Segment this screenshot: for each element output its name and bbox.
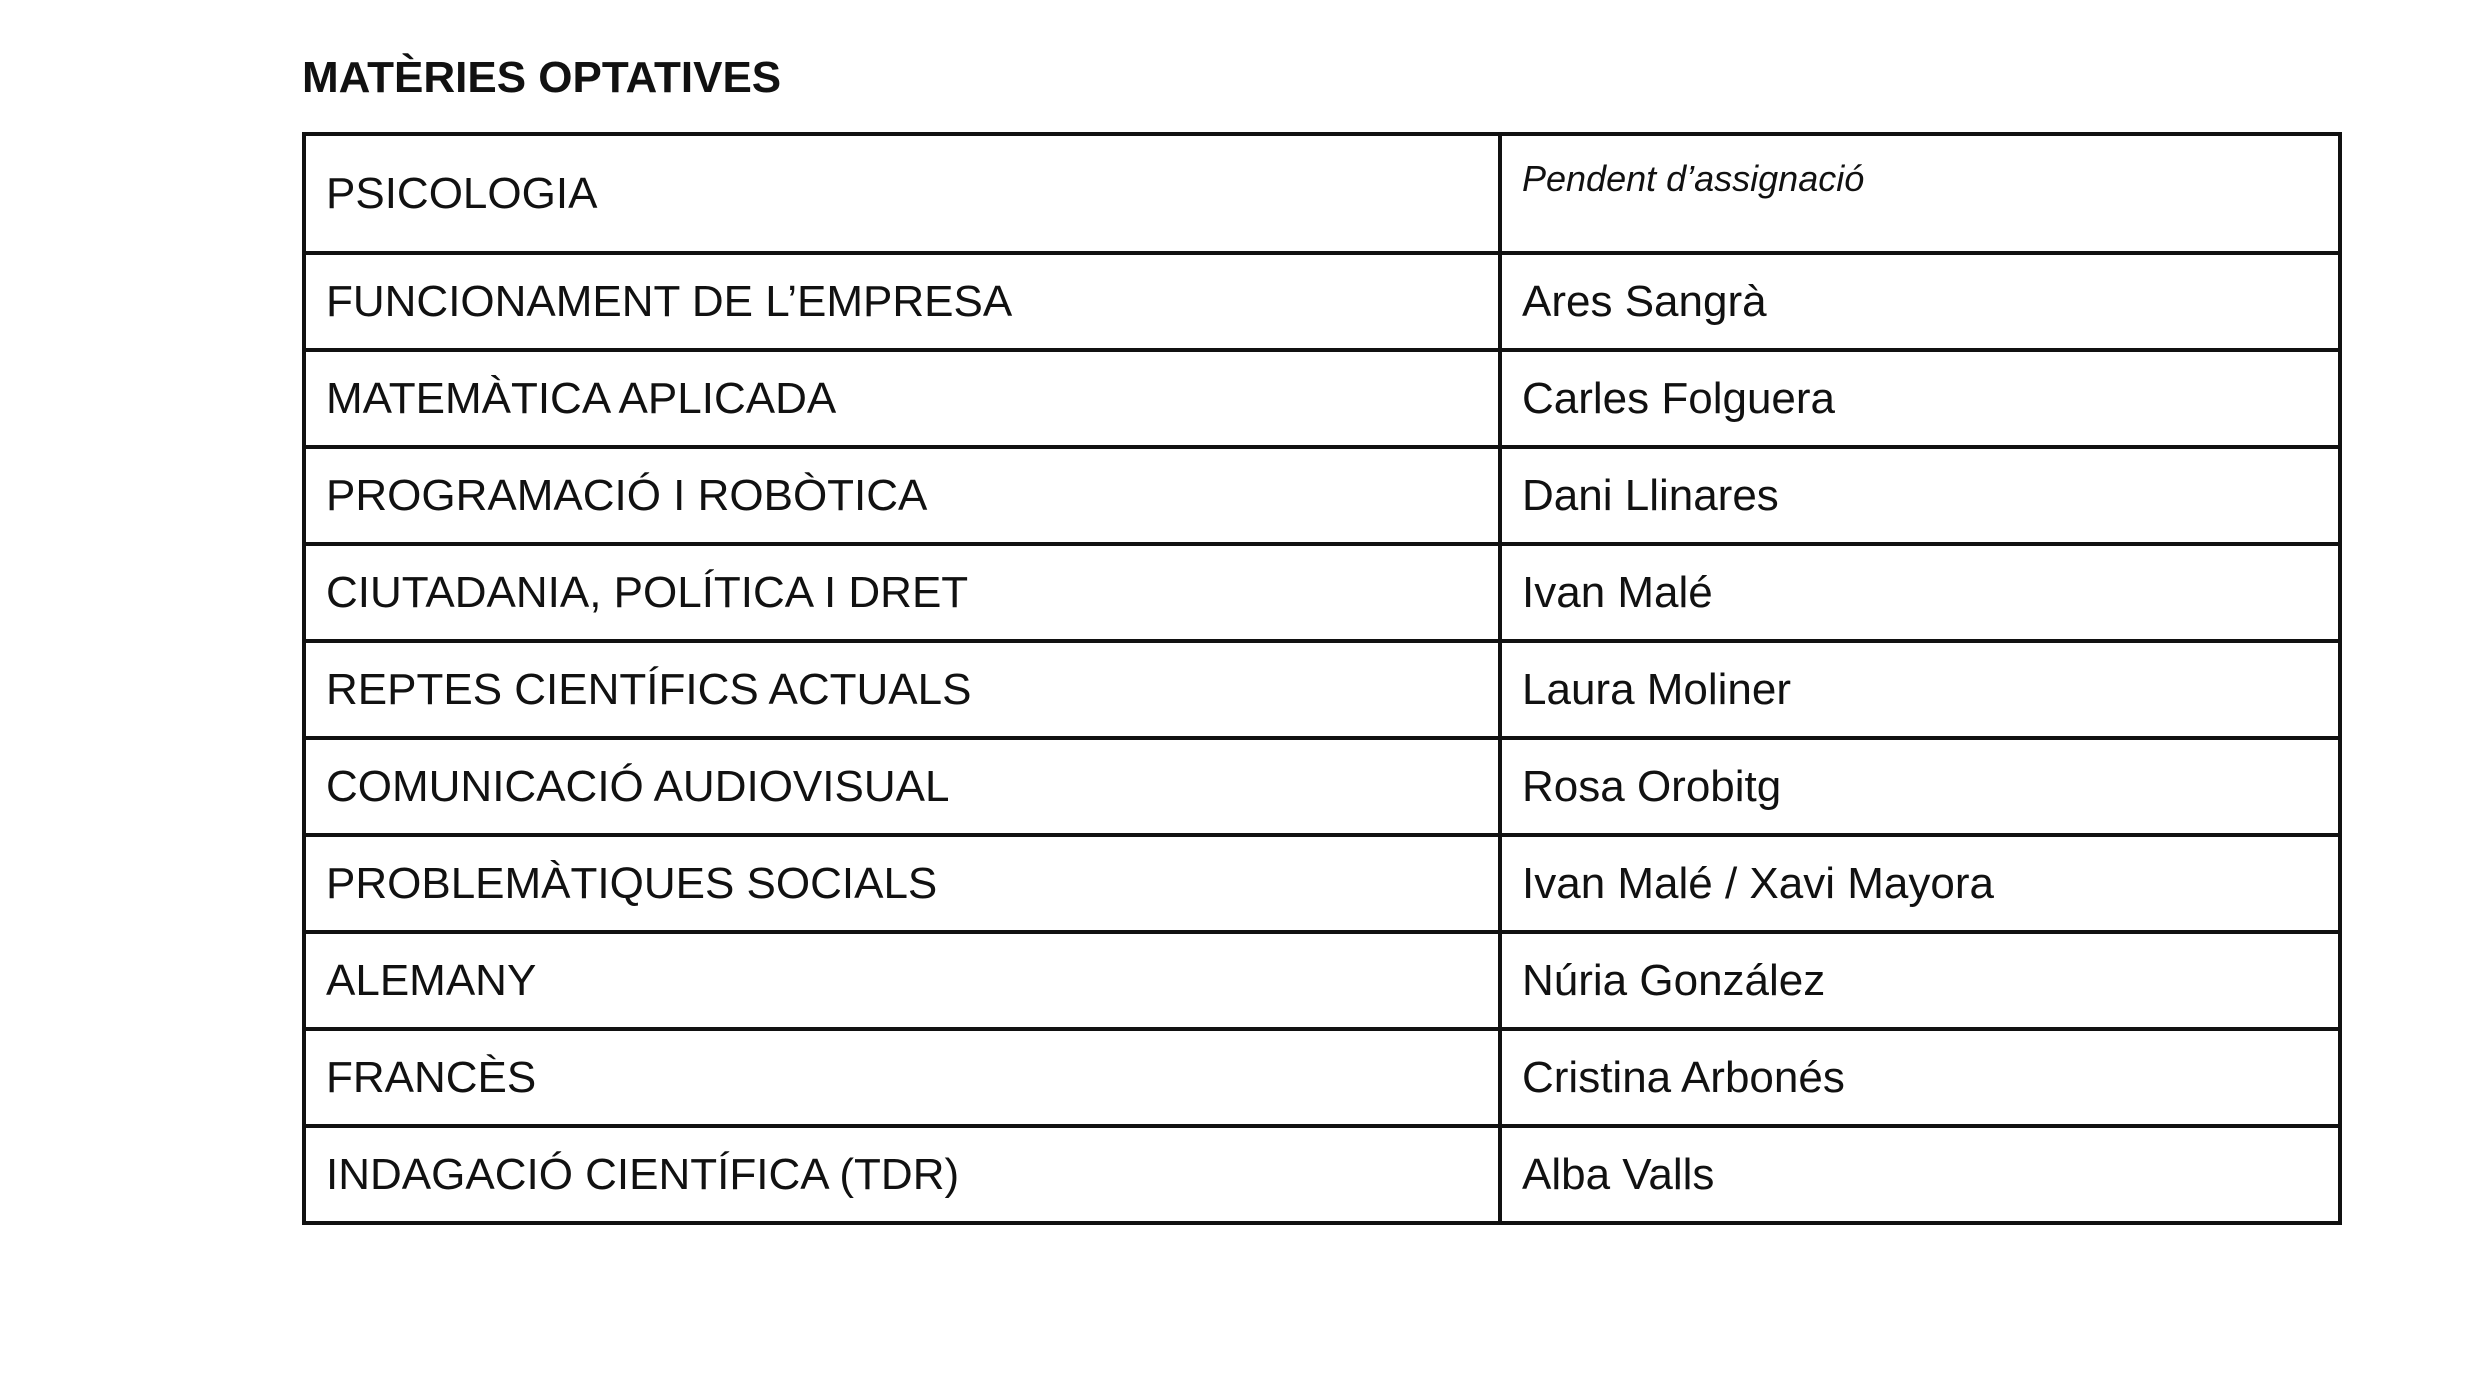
- teacher-cell: Ares Sangrà: [1500, 253, 2340, 350]
- teacher-cell: Alba Valls: [1500, 1126, 2340, 1223]
- subject-cell: FUNCIONAMENT DE L’EMPRESA: [304, 253, 1500, 350]
- table-row: [304, 932, 2340, 1029]
- table-row: [304, 447, 2340, 544]
- teacher-cell: Núria González: [1500, 932, 2340, 1029]
- table-row: [304, 738, 2340, 835]
- subject-cell: REPTES CIENTÍFICS ACTUALS: [304, 641, 1500, 738]
- teacher-cell: Ivan Malé / Xavi Mayora: [1500, 835, 2340, 932]
- subject-cell: INDAGACIÓ CIENTÍFICA (TDR): [304, 1126, 1500, 1223]
- teacher-cell: Carles Folguera: [1500, 350, 2340, 447]
- table-row: [304, 835, 2340, 932]
- subject-cell: CIUTADANIA, POLÍTICA I DRET: [304, 544, 1500, 641]
- table-row: [304, 641, 2340, 738]
- subject-cell: PSICOLOGIA: [304, 134, 1500, 253]
- subject-cell: ALEMANY: [304, 932, 1500, 1029]
- teacher-cell: Pendent d’assignació: [1500, 134, 2340, 253]
- page-title: MATÈRIES OPTATIVES: [302, 53, 782, 102]
- table-row: [304, 1126, 2340, 1223]
- optional-subjects-table: [302, 132, 2342, 1225]
- subject-cell: PROBLEMÀTIQUES SOCIALS: [304, 835, 1500, 932]
- teacher-cell: Dani Llinares: [1500, 447, 2340, 544]
- table-row: [304, 1029, 2340, 1126]
- table-row: [304, 350, 2340, 447]
- subject-cell: FRANCÈS: [304, 1029, 1500, 1126]
- subject-cell: MATEMÀTICA APLICADA: [304, 350, 1500, 447]
- teacher-cell: Cristina Arbonés: [1500, 1029, 2340, 1126]
- table-row: [304, 134, 2340, 253]
- teacher-cell: Rosa Orobitg: [1500, 738, 2340, 835]
- subject-cell: COMUNICACIÓ AUDIOVISUAL: [304, 738, 1500, 835]
- subject-cell: PROGRAMACIÓ I ROBÒTICA: [304, 447, 1500, 544]
- table-row: [304, 253, 2340, 350]
- table-row: [304, 544, 2340, 641]
- teacher-cell: Ivan Malé: [1500, 544, 2340, 641]
- teacher-cell: Laura Moliner: [1500, 641, 2340, 738]
